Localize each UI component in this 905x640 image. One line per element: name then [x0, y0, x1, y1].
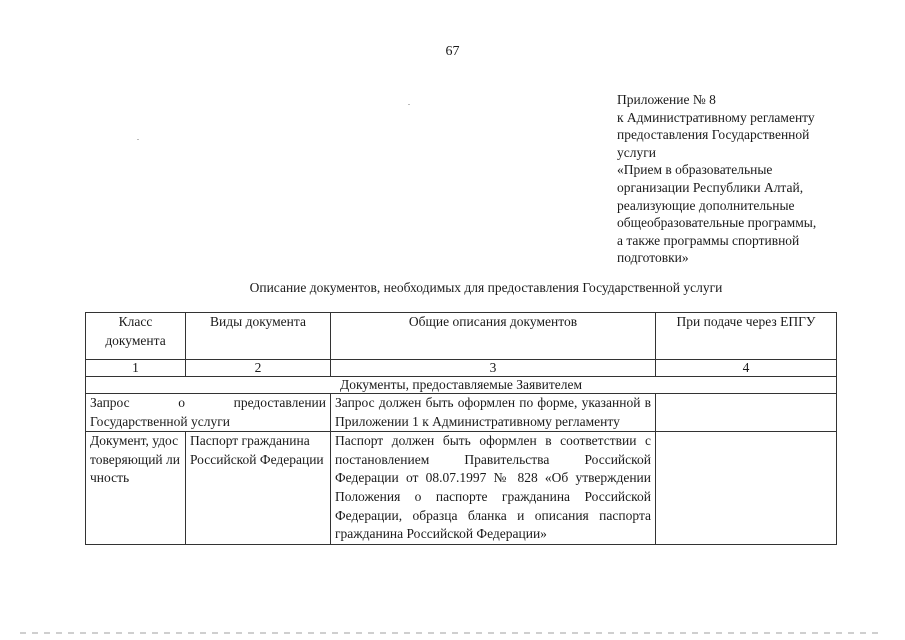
table-header-row	[86, 313, 837, 360]
column-header-epgu: При подаче через ЕПГУ	[656, 313, 837, 360]
appendix-line: организации Республики Алтай,	[617, 179, 804, 195]
scan-artifact-line	[20, 632, 880, 634]
column-header-class: Класс документа	[86, 313, 186, 360]
column-number: 3	[331, 360, 656, 377]
cell-epgu	[656, 394, 837, 432]
cell-type: Паспорт гражданина Российской Федерации	[186, 432, 331, 545]
document-title: Описание документов, необходимых для предоставления Государственной услуги	[249, 280, 723, 295]
column-number-row	[86, 360, 837, 377]
documents-table	[85, 312, 837, 545]
column-number: 4	[656, 360, 837, 377]
scan-speck	[137, 139, 139, 140]
cell-class: Документ, удостоверяющий личность	[86, 432, 186, 545]
appendix-line: а также программы спортивной	[617, 232, 800, 248]
column-header-description: Общие описания документов	[331, 313, 656, 360]
cell-epgu	[656, 432, 837, 545]
appendix-header	[617, 91, 857, 267]
appendix-line: «Прием в образовательные	[617, 162, 773, 178]
appendix-line: подготовки»	[617, 250, 689, 266]
column-number: 2	[186, 360, 331, 377]
section-row	[86, 377, 837, 394]
appendix-line: общеобразовательные программы,	[617, 215, 817, 231]
page-number: 67	[445, 44, 460, 59]
cell-description: Запрос должен быть оформлен по форме, указанной в Приложении 1 к Административному регламенту	[331, 394, 656, 432]
cell-description: Паспорт должен быть оформлен в соответствии с постановлением Правительства Российской Федерации от 08.07.1997 № 828 «Об утверждении Положения о паспорте гражданина Российской Федерации, образца бланка и описания паспорта гражданина Российской Федерации»	[331, 432, 656, 545]
appendix-line: предоставления Государственной	[617, 127, 810, 143]
table-row	[86, 394, 837, 432]
column-number: 1	[86, 360, 186, 377]
appendix-line: Приложение № 8	[617, 92, 716, 107]
appendix-line: реализующие дополнительные	[617, 197, 795, 213]
cell-class-and-type: Запрос о предоставлении Государственной услуги	[86, 394, 331, 432]
table-row	[86, 432, 837, 545]
scan-speck	[408, 104, 410, 105]
column-header-type: Виды документа	[186, 313, 331, 360]
appendix-line: услуги	[617, 144, 656, 160]
appendix-line: к Административному регламенту	[617, 109, 815, 125]
section-heading: Документы, предоставляемые Заявителем	[86, 377, 837, 394]
